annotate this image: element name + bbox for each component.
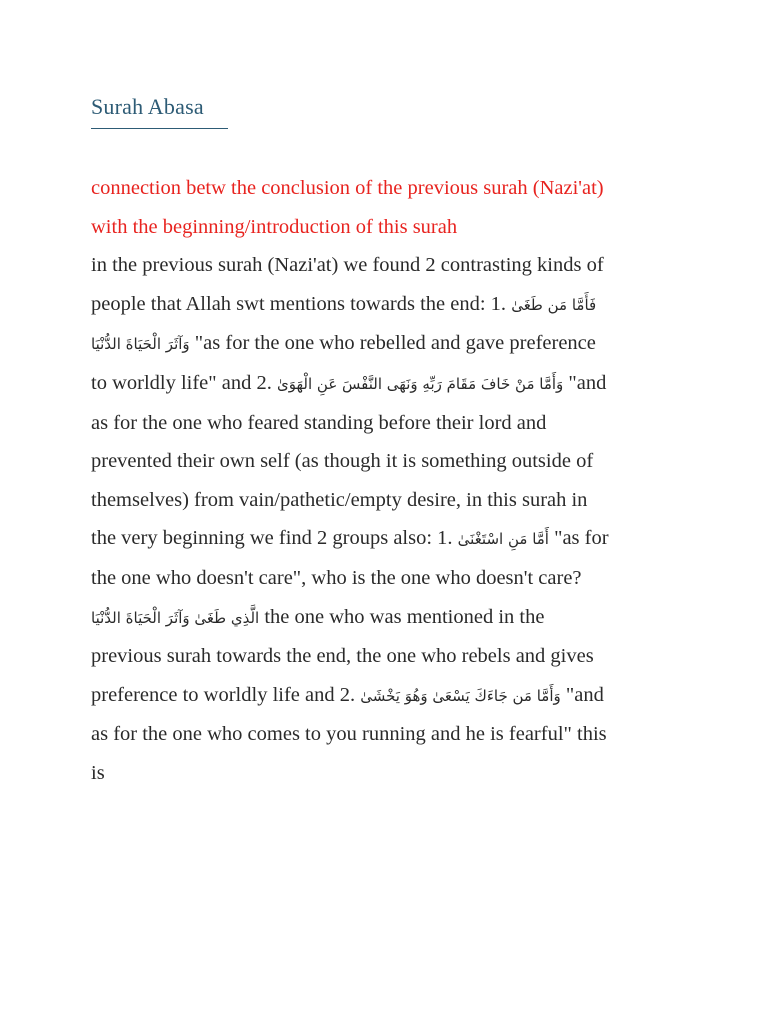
section-heading: connection betw the conclusion of the previous surah (Nazi'at) with the beginning/introduction of this surah — [91, 177, 604, 238]
paragraph-text-3: "and as for the one who feared standing before their lord and prevented their own self (as though it is something outside of themselves) from vain/pathetic/empty desire, in this surah in the very beginning we find 2 groups also: 1. — [91, 371, 607, 550]
paragraph-text-4: "as for the one who doesn't care", who is the one who doesn't care? — [91, 527, 609, 589]
arabic-verse-2: وَأَمَّا مَنْ خَافَ مَقَامَ رَبِّهِ وَنَهَى النَّفْسَ عَنِ الْهَوَىٰ — [277, 374, 564, 393]
paragraph-text-5: the one who was mentioned in the previous surah towards the end, the one who rebels and gives preference to worldly life and 2. — [91, 605, 594, 706]
page-title: Surah Abasa — [91, 94, 204, 119]
paragraph-text-2: "as for the one who rebelled and gave preference to worldly life" and 2. — [91, 332, 596, 394]
arabic-verse-3: أَمَّا مَنِ اسْتَغْنَىٰ — [457, 530, 549, 549]
body-paragraph — [91, 246, 611, 792]
body-text — [91, 169, 611, 793]
paragraph-text-1: in the previous surah (Nazi'at) we found 2 contrasting kinds of people that Allah swt mentions towards the end: 1. — [91, 254, 604, 315]
arabic-verse-4: الَّذِي طَغَىٰ وَآثَرَ الْحَيَاةَ الدُّنْيَا — [91, 608, 260, 627]
paragraph-text-6: "and as for the one who comes to you running and he is fearful" this is — [91, 683, 607, 784]
arabic-verse-1: فَأَمَّا مَن طَغَىٰ وَآثَرَ الْحَيَاةَ الدُّنْيَا — [91, 295, 597, 354]
title-underline — [91, 128, 228, 129]
arabic-verse-5: وَأَمَّا مَن جَاءَكَ يَسْعَىٰ وَهُوَ يَخْشَىٰ — [360, 686, 561, 705]
